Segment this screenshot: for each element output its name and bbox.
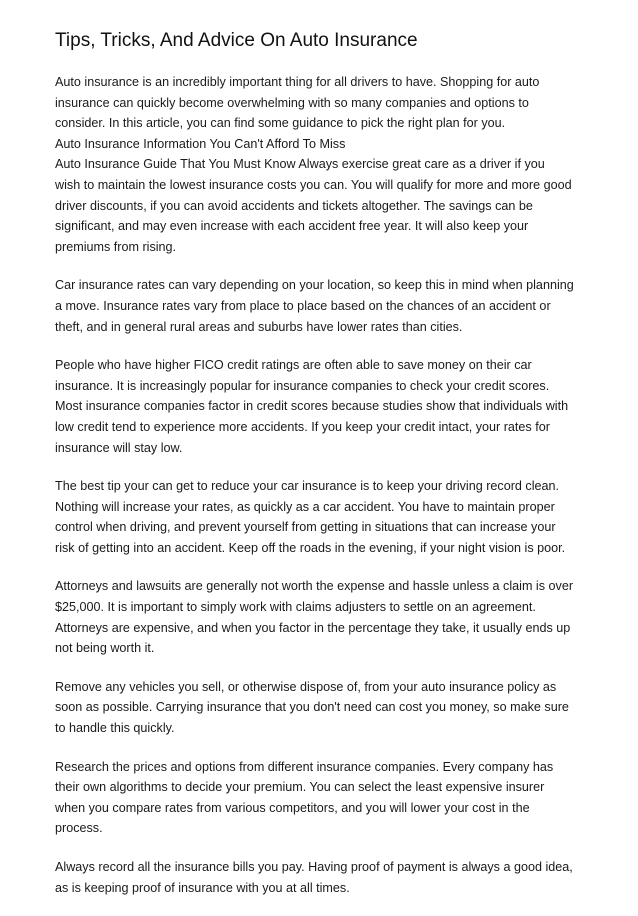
- paragraph: [55, 275, 587, 337]
- text-line: low credit tend to experience more accidents. If you keep your credit intact, your rates for: [55, 419, 550, 434]
- text-line: Most insurance companies factor in credit scores because studies show that individuals with: [55, 399, 569, 414]
- text-line: premiums from rising.: [55, 239, 177, 254]
- paragraph: [55, 677, 587, 739]
- text-line: consider. In this article, you can find some guidance to pick the right plan for you.: [55, 116, 506, 131]
- text-line: Car insurance rates can vary depending on your location, so keep this in mind when planning: [55, 278, 574, 293]
- text-line: soon as possible. Carrying insurance that you don't need can cost you money, so make sure: [55, 700, 569, 715]
- text-line: Auto insurance is an incredibly important thing for all drivers to have. Shopping for auto: [55, 75, 540, 89]
- paragraph: [55, 576, 587, 658]
- text-line: their own algorithms to decide your premium. You can select the least expensive insurer: [55, 780, 545, 795]
- paragraph: [55, 476, 587, 558]
- text-line: when you compare rates from various competitors, and you will lower your cost in the: [55, 800, 530, 815]
- page-title: Tips, Tricks, And Advice On Auto Insurance: [55, 30, 418, 51]
- paragraph: [55, 355, 587, 458]
- text-line: Research the prices and options from different insurance companies. Every company has: [55, 759, 554, 774]
- text-line: as is keeping proof of insurance with you at all times.: [55, 880, 350, 895]
- text-line: insurance. It is increasingly popular for insurance companies to check your credit scores.: [55, 378, 550, 393]
- text-line: Always record all the insurance bills you pay. Having proof of payment is always a good idea,: [55, 860, 573, 874]
- text-line: Remove any vehicles you sell, or otherwise dispose of, from your auto insurance policy as: [55, 679, 557, 694]
- text-line: Attorneys and lawsuits are generally not worth the expense and hassle unless a claim is over: [55, 579, 574, 594]
- text-line: The best tip your can get to reduce your car insurance is to keep your driving record clean.: [55, 479, 560, 494]
- text-line: $25,000. It is important to simply work with claims adjusters to settle on an agreement.: [55, 600, 536, 615]
- text-line: to handle this quickly.: [55, 721, 175, 736]
- text-line: insurance can quickly become overwhelming with so many companies and options to: [55, 95, 529, 110]
- text-line: wish to maintain the lowest insurance costs you can. You will qualify for more and more good: [55, 177, 572, 192]
- text-line: control when driving, and prevent yourself from getting in situations that can increase your: [55, 520, 556, 535]
- text-line: process.: [55, 821, 103, 836]
- text-line: Auto Insurance Information You Can't Afford To Miss: [55, 136, 346, 151]
- text-line: significant, and may even increase with each accident free year. It will also keep your: [55, 219, 529, 234]
- text-line: theft, and in general rural areas and suburbs have lower rates than cities.: [55, 319, 463, 334]
- paragraph: [55, 72, 587, 257]
- text-line: risk of getting into an accident. Keep off the roads in the evening, if your night vision is poor.: [55, 540, 566, 555]
- text-line: driver discounts, if you can avoid accidents and tickets altogether. The savings can be: [55, 198, 533, 213]
- text-line: not being worth it.: [55, 641, 155, 656]
- text-line: Nothing will increase your rates, as quickly as a car accident. You have to maintain proper: [55, 499, 555, 514]
- text-line: Auto Insurance Guide That You Must Know Always exercise great care as a driver if you: [55, 157, 545, 172]
- text-line: People who have higher FICO credit ratings are often able to save money on their car: [55, 358, 532, 373]
- text-line: insurance will stay low.: [55, 440, 183, 455]
- paragraph: [55, 757, 587, 839]
- text-line: Attorneys are expensive, and when you factor in the percentage they take, it usually ends up: [55, 620, 571, 635]
- paragraph: [55, 857, 587, 898]
- text-line: a move. Insurance rates vary from place to place based on the chances of an accident or: [55, 298, 551, 313]
- document-page: [55, 28, 587, 916]
